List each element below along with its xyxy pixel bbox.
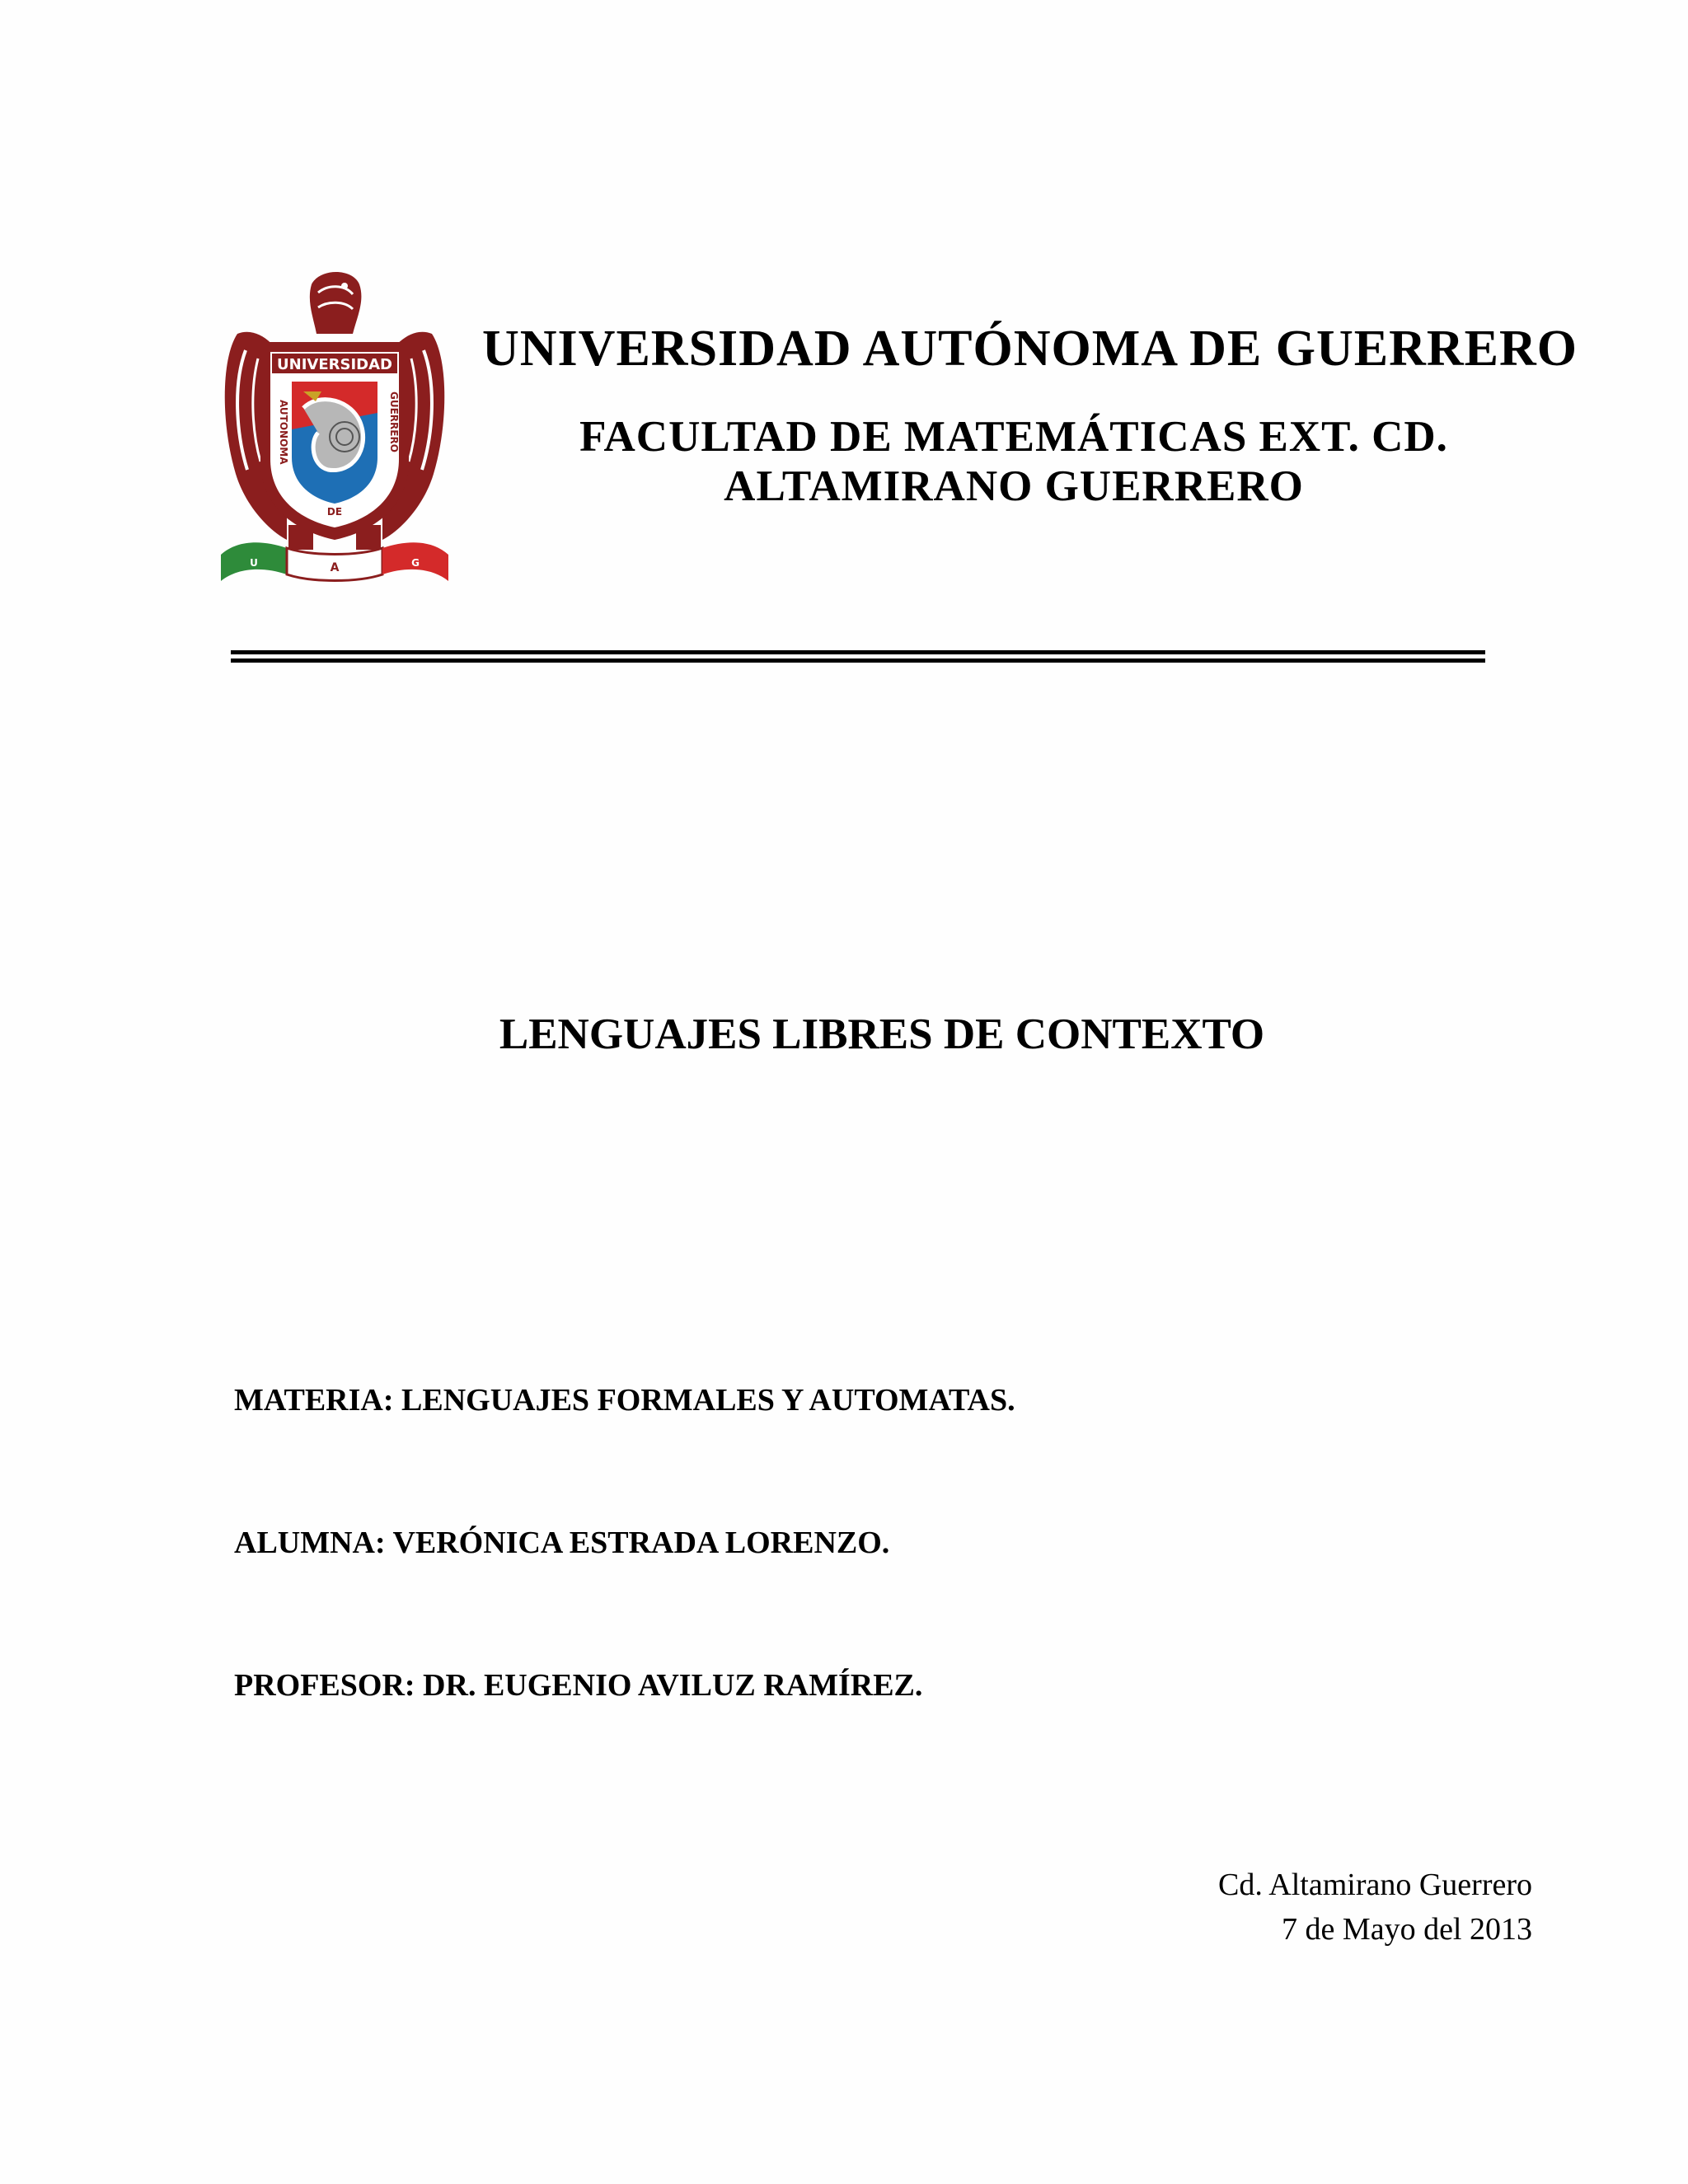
student-field: ALUMNA: VERÓNICA ESTRADA LORENZO. bbox=[234, 1526, 890, 1560]
place-text: Cd. Altamirano Guerrero bbox=[1218, 1868, 1532, 1902]
faculty-line-2: ALTAMIRANO GUERRERO bbox=[724, 462, 1304, 510]
crest-banner-left: U bbox=[250, 557, 258, 569]
crest-banner-center: A bbox=[330, 561, 340, 574]
faculty-line-1: FACULTAD DE MATEMÁTICAS EXT. CD. bbox=[579, 413, 1448, 461]
date-text: 7 de Mayo del 2013 bbox=[1282, 1912, 1532, 1947]
university-crest-logo bbox=[221, 268, 448, 583]
crest-bottom-text: DE bbox=[326, 506, 343, 518]
crest-ribbon-text: UNIVERSIDAD bbox=[277, 356, 392, 373]
professor-field: PROFESOR: DR. EUGENIO AVILUZ RAMÍREZ. bbox=[234, 1668, 923, 1703]
faculty-name bbox=[482, 412, 1545, 511]
place-and-date bbox=[1218, 1863, 1532, 1952]
crest-banner-right: G bbox=[411, 557, 420, 569]
header-rule-top bbox=[231, 650, 1485, 654]
subject-field: MATERIA: LENGUAJES FORMALES Y AUTOMATAS. bbox=[234, 1383, 1015, 1418]
crest-right-text: GUERRERO bbox=[388, 391, 400, 452]
university-name: UNIVERSIDAD AUTÓNOMA DE GUERRERO bbox=[482, 321, 1578, 377]
header-rule-bottom bbox=[231, 658, 1485, 663]
crest-left-text: AUTONOMA bbox=[278, 400, 289, 465]
document-title: LENGUAJES LIBRES DE CONTEXTO bbox=[499, 1010, 1265, 1058]
